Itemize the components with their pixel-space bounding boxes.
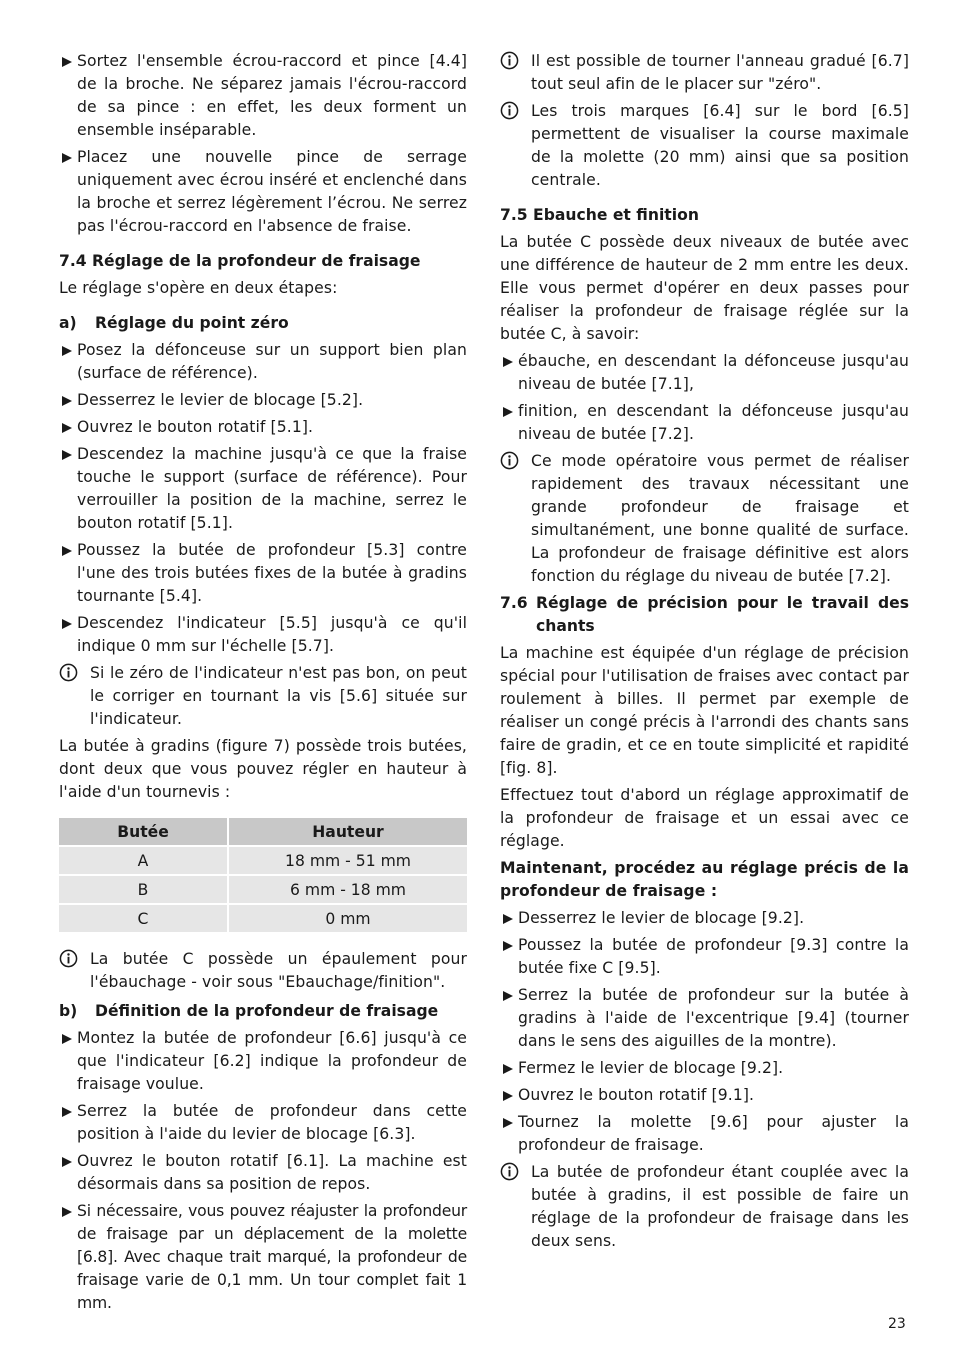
table-row	[59, 846, 467, 875]
note-indicator-zero	[59, 662, 467, 731]
paragraph-two-steps: Le réglage s'opère en deux étapes:	[59, 279, 338, 297]
table-row	[59, 904, 467, 933]
subheading-b-number: b)	[59, 1002, 78, 1020]
paragraph-precise-setting: Maintenant, procédez au réglage précis de la profondeur de fraisage :	[500, 859, 909, 900]
section-heading-7-4: 7.4 Réglage de la profondeur de fraisage	[59, 252, 421, 270]
bullet-e6: Tournez la molette [9.6] pour ajuster la profondeur de fraisage.	[500, 1111, 909, 1157]
subheading-b	[59, 1000, 467, 1023]
info-icon	[59, 663, 78, 682]
note-text: La butée de profondeur étant couplée avec la butée à gradins, il est possible de faire un réglage de la profondeur de fraisage dans les deux sens.	[531, 1163, 909, 1250]
note-graduated-ring	[500, 50, 909, 96]
bullet-b2: Serrez la butée de profondeur dans cette position à l'aide du levier de blocage [6.3].	[59, 1100, 467, 1146]
paragraph-rough-setting: Effectuez tout d'abord un réglage approximatif de la profondeur de fraisage et un essai avec ce réglage.	[500, 786, 909, 850]
bullet-a6: Descendez l'indicateur [5.5] jusqu'à ce qu'il indique 0 mm sur l'échelle [5.7].	[59, 612, 467, 658]
table-cell: 18 mm - 51 mm	[228, 846, 467, 875]
note-text: La butée C possède un épaulement pour l'ébauchage - voir sous "Ebauchage/finition".	[90, 950, 467, 991]
table-row	[59, 875, 467, 904]
table-cell: 6 mm - 18 mm	[228, 875, 467, 904]
note-three-marks	[500, 100, 909, 192]
table-header-row	[59, 818, 467, 846]
subheading-a-text: Réglage du point zéro	[95, 314, 289, 332]
note-stop-c-shoulder	[59, 948, 467, 994]
table-cell: 0 mm	[228, 904, 467, 933]
subheading-a-number: a)	[59, 314, 77, 332]
note-text: Si le zéro de l'indicateur n'est pas bon, on peut le corriger en tournant la vis [5.6] située sur l'indicateur.	[90, 664, 467, 728]
column-header-height: Hauteur	[228, 818, 467, 846]
info-icon	[500, 451, 519, 470]
right-column	[500, 50, 909, 1257]
left-column	[59, 50, 467, 1319]
section-heading-7-5: 7.5 Ebauche et finition	[500, 206, 699, 224]
bullet-a1: Posez la défonceuse sur un support bien plan (surface de référence).	[59, 339, 467, 385]
bullet-e3: Serrez la butée de profondeur sur la butée à gradins à l'aide de l'excentrique [9.4] (tourner dans le sens des aiguilles de la montre).	[500, 984, 909, 1053]
section-7-6-title: Réglage de précision pour le travail des chants	[536, 594, 909, 635]
bullet-e5: Ouvrez le bouton rotatif [9.1].	[500, 1084, 909, 1107]
bullet-e1: Desserrez le levier de blocage [9.2].	[500, 907, 909, 930]
paragraph-precision-adjust: La machine est équipée d'un réglage de précision spécial pour l'utilisation de fraises avec contact par roulement à billes. Il permet par exemple de réaliser un congé précis à l'arrondi des chants sans faire de gradin, et ce en toute simplicité et rapidité [fig. 8].	[500, 644, 909, 777]
paragraph-step-stop: La butée à gradins (figure 7) possède trois butées, dont deux que vous pouvez régler en hauteur à l'aide d'un tournevis :	[59, 737, 467, 801]
table-cell: B	[59, 875, 228, 904]
note-operating-mode	[500, 450, 909, 588]
column-header-stop: Butée	[59, 818, 228, 846]
info-icon	[500, 101, 519, 120]
info-icon	[59, 949, 78, 968]
note-text: Les trois marques [6.4] sur le bord [6.5] permettent de visualiser la course maximale de la molette (20 mm) ainsi que sa position centrale.	[531, 102, 909, 189]
note-text: Ce mode opératoire vous permet de réaliser rapidement des travaux nécessitant une grande profondeur de fraisage et simultanément, une bonne qualité de surface. La profondeur de fraisage définitive est alors fonction du réglage du niveau de butée [7.2].	[531, 452, 909, 585]
paragraph-two-levels: La butée C possède deux niveaux de butée avec une différence de hauteur de 2 mm entre les deux. Elle vous permet d'opérer en deux passes pour réaliser la profondeur de fraisage réglée sur la butée C, à savoir:	[500, 233, 909, 343]
section-7-6-number: 7.6	[500, 594, 528, 612]
bullet-a3: Ouvrez le bouton rotatif [5.1].	[59, 416, 467, 439]
table-cell: C	[59, 904, 228, 933]
bullet-b4: Si nécessaire, vous pouvez réajuster la profondeur de fraisage par un déplacement de la molette [6.8]. Avec chaque trait marqué, la profondeur de fraisage varie de 0,1 mm. Un tour complet fait 1 mm.	[59, 1200, 467, 1315]
note-text: Il est possible de tourner l'anneau gradué [6.7] tout seul afin de le placer sur "zéro".	[531, 52, 909, 93]
info-icon	[500, 51, 519, 70]
bullet-insert-collet: Placez une nouvelle pince de serrage uniquement avec écrou inséré et enclenché dans la broche et serrez légèrement l’écrou. Ne serrez pas l'écrou-raccord en l'absence de fraise.	[59, 146, 467, 238]
page-number: 23	[888, 1316, 906, 1332]
bullet-roughing: ébauche, en descendant la défonceuse jusqu'au niveau de butée [7.1],	[500, 350, 909, 396]
bullet-e4: Fermez le levier de blocage [9.2].	[500, 1057, 909, 1080]
bullet-e2: Poussez la butée de profondeur [9.3] contre la butée fixe C [9.5].	[500, 934, 909, 980]
subheading-a	[59, 312, 467, 335]
table-cell: A	[59, 846, 228, 875]
stop-height-table	[59, 818, 467, 934]
subheading-b-text: Définition de la profondeur de fraisage	[95, 1002, 439, 1020]
bullet-remove-collet: Sortez l'ensemble écrou-raccord et pince [4.4] de la broche. Ne séparez jamais l'écrou-raccord de sa pince : en effet, les deux forment un ensemble inséparable.	[59, 50, 467, 142]
bullet-finishing: finition, en descendant la défonceuse jusqu'au niveau de butée [7.2].	[500, 400, 909, 446]
section-heading-7-6	[500, 592, 909, 638]
bullet-b3: Ouvrez le bouton rotatif [6.1]. La machine est désormais dans sa position de repos.	[59, 1150, 467, 1196]
bullet-b1: Montez la butée de profondeur [6.6] jusqu'à ce que l'indicateur [6.2] indique la profondeur de fraisage voulue.	[59, 1027, 467, 1096]
note-coupled-stop	[500, 1161, 909, 1253]
info-icon	[500, 1162, 519, 1181]
bullet-a2: Desserrez le levier de blocage [5.2].	[59, 389, 467, 412]
bullet-a5: Poussez la butée de profondeur [5.3] contre l'une des trois butées fixes de la butée à gradins tournante [5.4].	[59, 539, 467, 608]
bullet-a4: Descendez la machine jusqu'à ce que la fraise touche le support (surface de référence). Pour verrouiller la position de la machine, serrez le bouton rotatif [5.1].	[59, 443, 467, 535]
